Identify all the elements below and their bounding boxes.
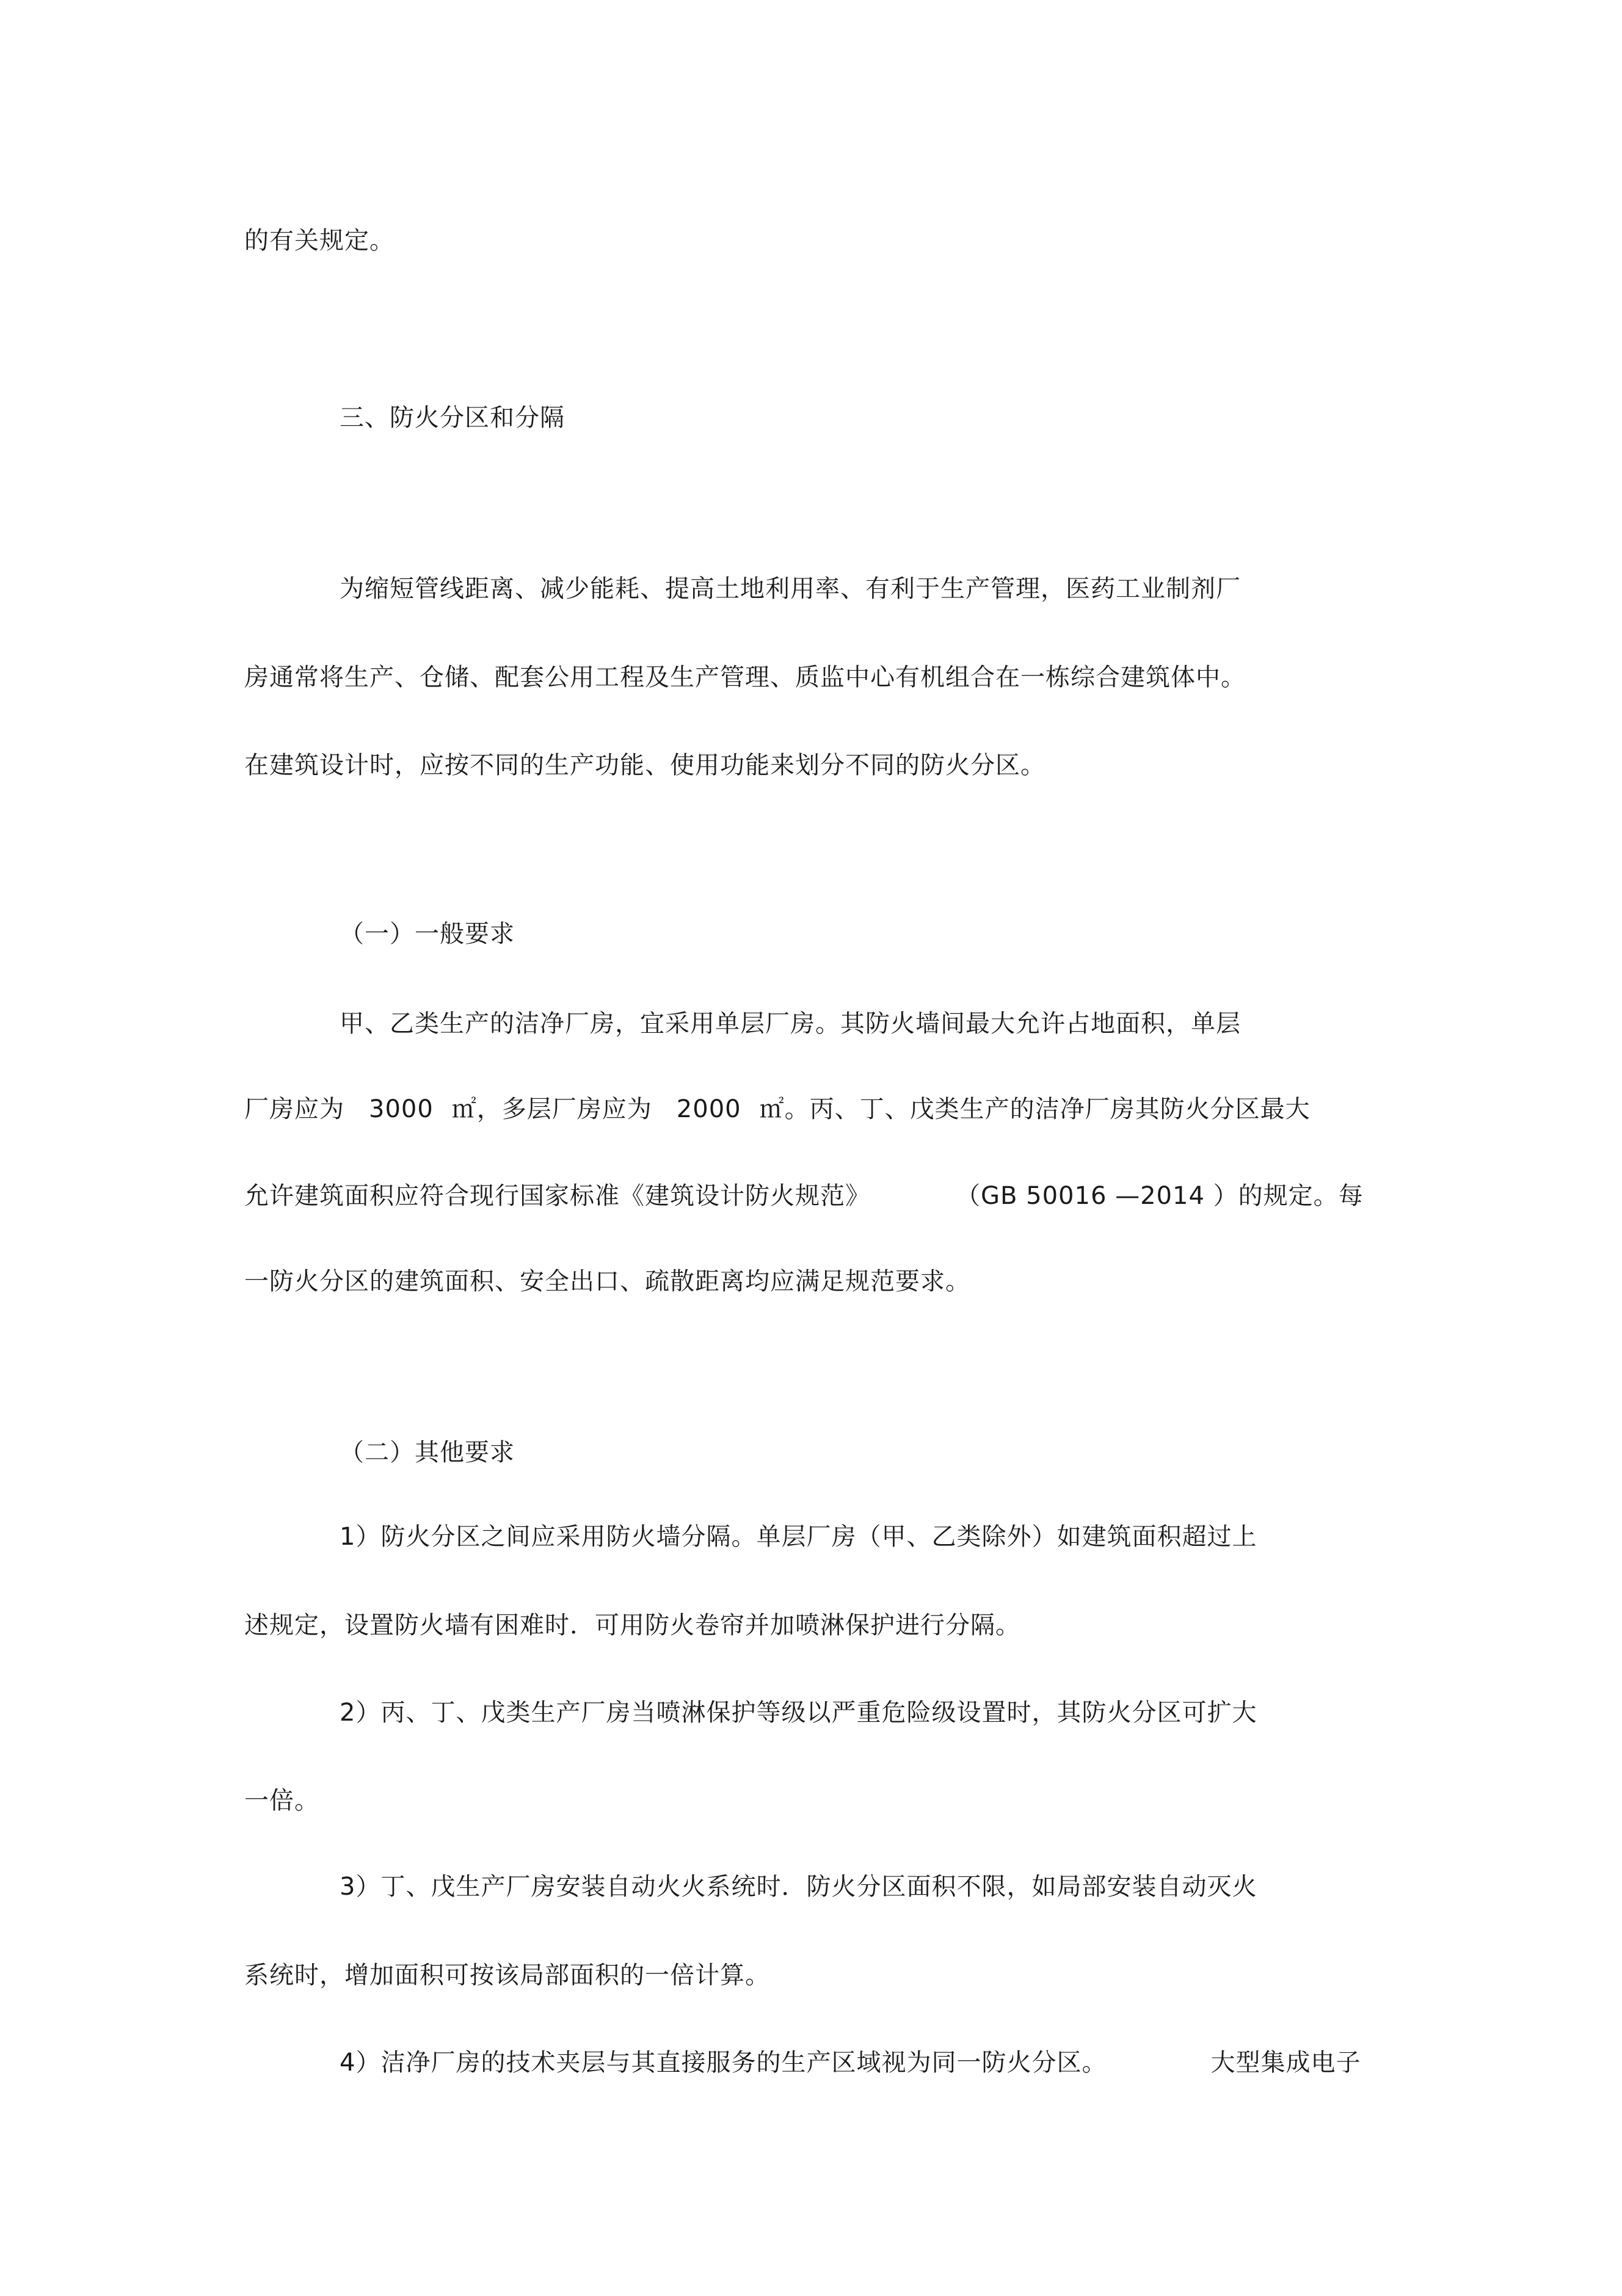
- paragraph-line: [244, 1179, 1364, 1213]
- list-item-line: 2）丙、丁、戊类生产厂房当喷淋保护等级以严重危险级设置时，其防火分区可扩大: [340, 1699, 1257, 1727]
- subsection-heading: （一）一般要求: [340, 920, 515, 948]
- text-run: ㎡，多层厂房应为: [451, 1095, 652, 1123]
- text-run: 允许建筑面积应符合现行国家标准《建筑设计防火规范》: [244, 1182, 870, 1210]
- text-run: 4）洁净厂房的技术夹层与其直接服务的生产区域视为同一防火分区。: [340, 2049, 1107, 2077]
- text-run: ㎡。丙、丁、戊类生产的洁净厂房其防火分区最大: [759, 1095, 1311, 1123]
- paragraph-line: 为缩短管线距离、减少能耗、提高土地利用率、有利于生产管理，医药工业制剂厂: [340, 575, 1241, 603]
- area-value: 2000: [676, 1095, 741, 1123]
- paragraph-line: 房通常将生产、仓储、配套公用工程及生产管理、质监中心有机组合在一栋综合建筑体中。: [244, 663, 1246, 691]
- list-item-line: 系统时，增加面积可按该局部面积的一倍计算。: [244, 1961, 770, 1989]
- text-run: 厂房应为: [244, 1095, 344, 1123]
- list-item-line: 1）防火分区之间应采用防火墙分隔。单层厂房（甲、乙类除外）如建筑面积超过上: [340, 1523, 1257, 1551]
- text-run: 大型集成电子: [1210, 2049, 1361, 2077]
- paragraph-line: [244, 1092, 1311, 1126]
- standard-reference: （GB 50016 —2014 ）的规定。每: [956, 1182, 1364, 1210]
- paragraph-line: 一防火分区的建筑面积、安全出口、疏散距离均应满足规范要求。: [244, 1267, 970, 1296]
- section-heading: 三、防火分区和分隔: [340, 404, 565, 432]
- paragraph-line: 甲、乙类生产的洁净厂房，宜采用单层厂房。其防火墙间最大允许占地面积，单层: [340, 1010, 1241, 1038]
- paragraph-line: 的有关规定。: [244, 227, 395, 255]
- paragraph-line: 在建筑设计时，应按不同的生产功能、使用功能来划分不同的防火分区。: [244, 751, 1046, 779]
- list-item-line: 3）丁、戊生产厂房安装自动火火系统时．防火分区面积不限，如局部安装自动灭火: [340, 1873, 1257, 1901]
- area-value: 3000: [369, 1095, 434, 1123]
- list-item-line: [340, 2046, 1361, 2080]
- subsection-heading: （二）其他要求: [340, 1438, 515, 1467]
- list-item-line: 一倍。: [244, 1787, 319, 1815]
- list-item-line: 述规定，设置防火墙有困难时．可用防火卷帘并加喷淋保护进行分隔。: [244, 1611, 1020, 1639]
